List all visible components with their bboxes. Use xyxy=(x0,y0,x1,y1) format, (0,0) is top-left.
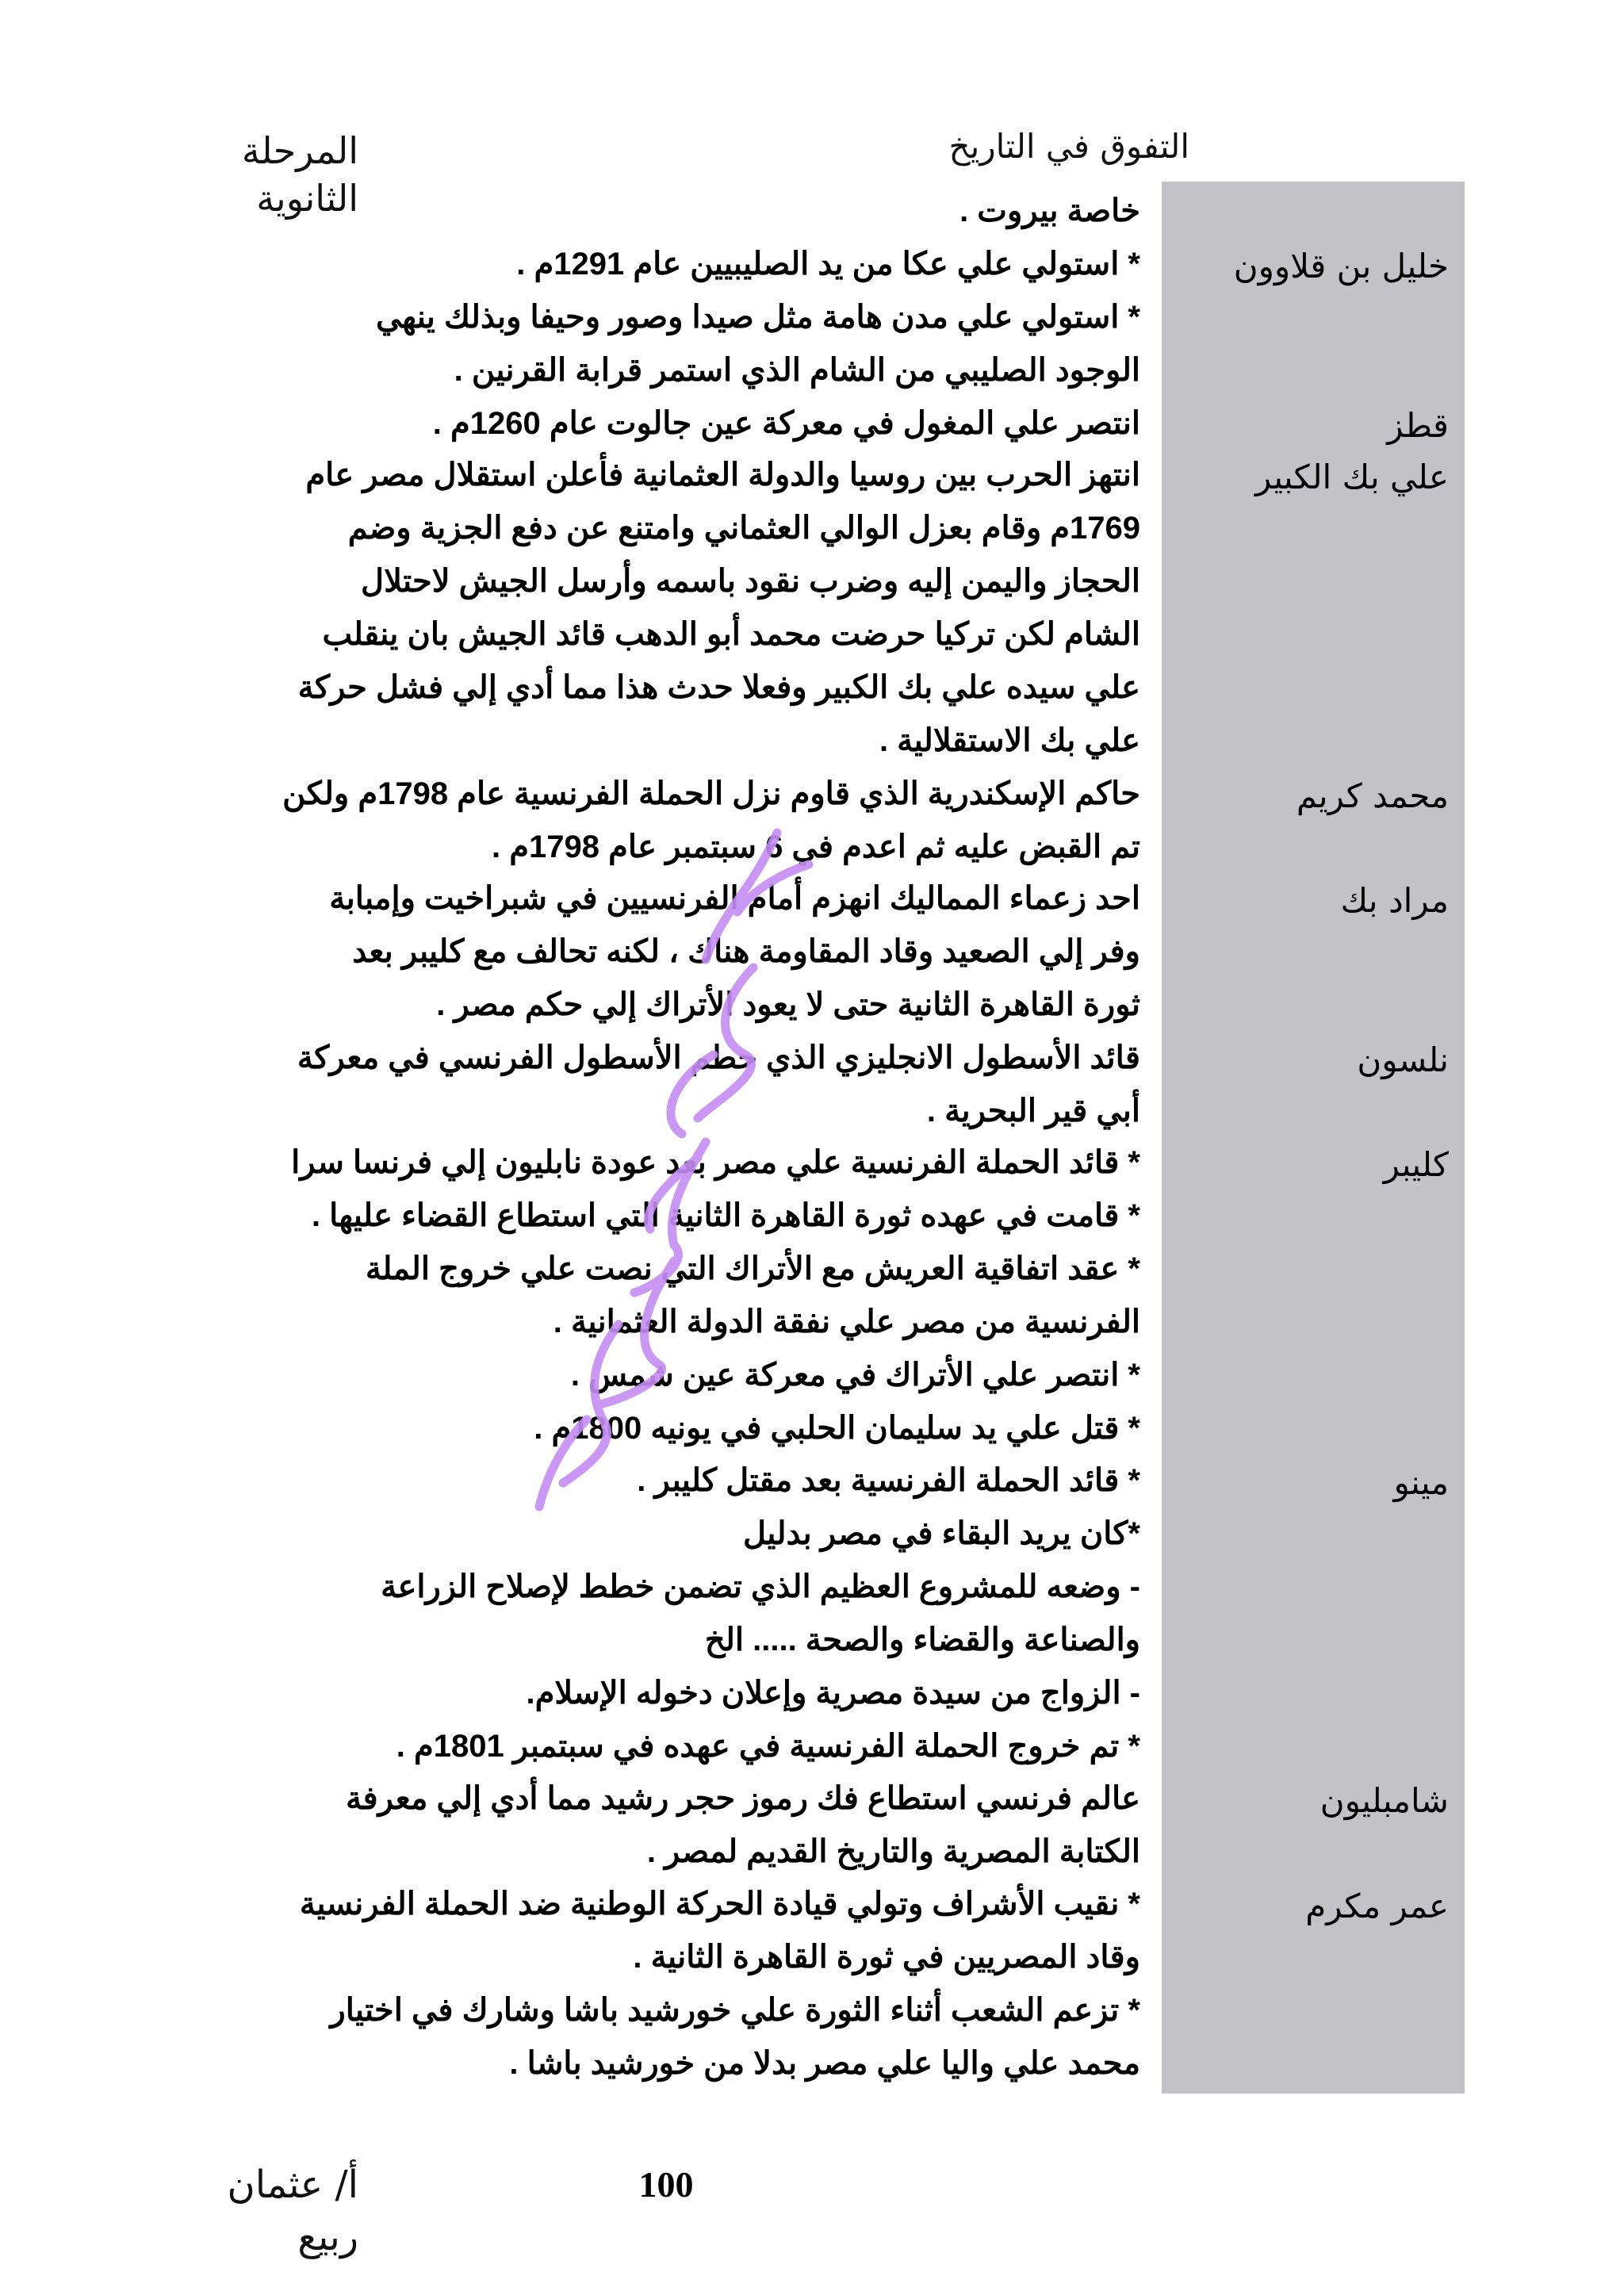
row-description xyxy=(157,1772,1140,1879)
description-line: * استولي علي مدن هامة مثل صيدا وصور وحيفا وبذلك ينهي xyxy=(375,300,1140,335)
row-description xyxy=(157,1878,1140,2090)
row-name: مينو xyxy=(1393,1463,1449,1502)
row-name: علي بك الكبير xyxy=(1255,458,1449,496)
page-number: 100 xyxy=(638,2164,694,2205)
row-name: عمر مكرم xyxy=(1305,1887,1449,1925)
description-line: احد زعماء المماليك انهزم أمام الفرنسيين في شبراخيت وإمبابة xyxy=(329,881,1140,916)
header-stage: المرحلة الثانوية xyxy=(241,129,358,220)
description-line: انتصر علي المغول في معركة عين جالوت عام 1260م . xyxy=(432,406,1140,441)
description-line: * انتصر علي الأتراك في معركة عين شمس . xyxy=(570,1358,1140,1393)
description-line: أبي قير البحرية . xyxy=(926,1094,1140,1128)
row-description xyxy=(157,872,1140,1032)
description-line: * نقيب الأشراف وتولي قيادة الحركة الوطنية ضد الحملة الفرنسية xyxy=(299,1887,1140,1921)
description-line: علي سيده علي بك الكبير وفعلا حدث هذا مما أدي إلي فشل حركة xyxy=(297,670,1140,705)
row-description xyxy=(157,449,1140,768)
description-line: ثورة القاهرة الثانية حتى لا يعود الأتراك إلي حكم مصر . xyxy=(436,987,1140,1022)
description-line: وفر إلي الصعيد وقاد المقاومة هناك ، لكنه تحالف مع كليبر بعد xyxy=(352,934,1140,969)
description-line: محمد علي واليا علي مصر بدلا من خورشيد باشا . xyxy=(509,2046,1140,2081)
row-name: قطز xyxy=(1387,406,1449,445)
description-line: * قائد الحملة الفرنسية علي مصر بعد عودة نابليون إلي فرنسا سرا xyxy=(291,1145,1140,1180)
row-name: كليبر xyxy=(1383,1145,1449,1184)
description-line: والصناعة والقضاء والصحة ..... الخ xyxy=(704,1623,1140,1657)
description-line: * تزعم الشعب أثناء الثورة علي خورشيد باشا وشارك في اختيار xyxy=(330,1993,1140,2028)
description-line: حاكم الإسكندرية الذي قاوم نزل الحملة الفرنسية عام 1798م ولكن xyxy=(282,776,1140,811)
row-description xyxy=(157,185,1140,238)
description-line: الفرنسية من مصر علي نفقة الدولة العثمانية . xyxy=(553,1305,1140,1339)
row-name: شامبليون xyxy=(1320,1781,1449,1820)
row-description xyxy=(157,397,1140,450)
description-line: انتهز الحرب بين روسيا والدولة العثمانية فأعلن استقلال مصر عام xyxy=(305,458,1140,492)
description-line: قائد الأسطول الانجليزي الذي حطم الأسطول الفرنسي في معركة xyxy=(297,1040,1140,1075)
description-line: * قتل علي يد سليمان الحلبي في يونيه 1800م . xyxy=(534,1411,1140,1446)
description-line: الكتابة المصرية والتاريخ القديم لمصر . xyxy=(646,1834,1140,1869)
description-line: الحجاز واليمن إليه وضرب نقود باسمه وأرسل الجيش لاحتلال xyxy=(361,564,1140,599)
description-line: الشام لكن تركيا حرضت محمد أبو الدهب قائد الجيش بان ينقلب xyxy=(322,617,1140,652)
description-line: * تم خروج الحملة الفرنسية في عهده في سبتمبر 1801م . xyxy=(396,1729,1140,1764)
row-description xyxy=(157,1454,1140,1773)
row-description xyxy=(157,238,1140,397)
description-line: - الزواج من سيدة مصرية وإعلان دخوله الإسلام. xyxy=(526,1676,1140,1711)
description-line: عالم فرنسي استطاع فك رموز حجر رشيد مما أدي إلي معرفة xyxy=(346,1781,1140,1816)
description-line: * عقد اتفاقية العريش مع الأتراك التي نصت علي خروج الملة xyxy=(365,1251,1140,1286)
footer-author: أ/ عثمان ربيع xyxy=(227,2163,358,2259)
row-name: نلسون xyxy=(1357,1040,1449,1079)
header-subject: التفوق في التاريخ xyxy=(948,127,1189,166)
description-line: الوجود الصليبي من الشام الذي استمر قرابة القرنين . xyxy=(454,353,1140,388)
row-description xyxy=(157,768,1140,874)
description-line: وقاد المصريين في ثورة القاهرة الثانية . xyxy=(633,1940,1140,1975)
description-line: تم القبض عليه ثم اعدم في 6 سبتمبر عام 1798م . xyxy=(492,829,1140,864)
description-line: *كان يريد البقاء في مصر بدليل xyxy=(743,1516,1140,1551)
row-name: محمد كريم xyxy=(1296,776,1449,815)
description-line: - وضعه للمشروع العظيم الذي تضمن خطط لإصلاح الزراعة xyxy=(381,1569,1140,1604)
row-description xyxy=(157,1032,1140,1138)
description-line: * قائد الحملة الفرنسية بعد مقتل كليبر . xyxy=(637,1463,1140,1498)
row-name: خليل بن قلاوون xyxy=(1233,247,1449,285)
description-line: 1769م وقام بعزل الوالي العثماني وامتنع عن دفع الجزية وضم xyxy=(347,511,1140,546)
description-line: علي بك الاستقلالية . xyxy=(879,723,1140,758)
description-line: * استولي علي عكا من يد الصليبيين عام 1291م . xyxy=(516,247,1140,282)
description-line: * قامت في عهده ثورة القاهرة الثانية التي استطاع القضاء عليها . xyxy=(311,1198,1140,1233)
row-name: مراد بك xyxy=(1340,881,1449,920)
description-line: خاصة بيروت . xyxy=(959,193,1140,228)
row-description xyxy=(157,1136,1140,1455)
